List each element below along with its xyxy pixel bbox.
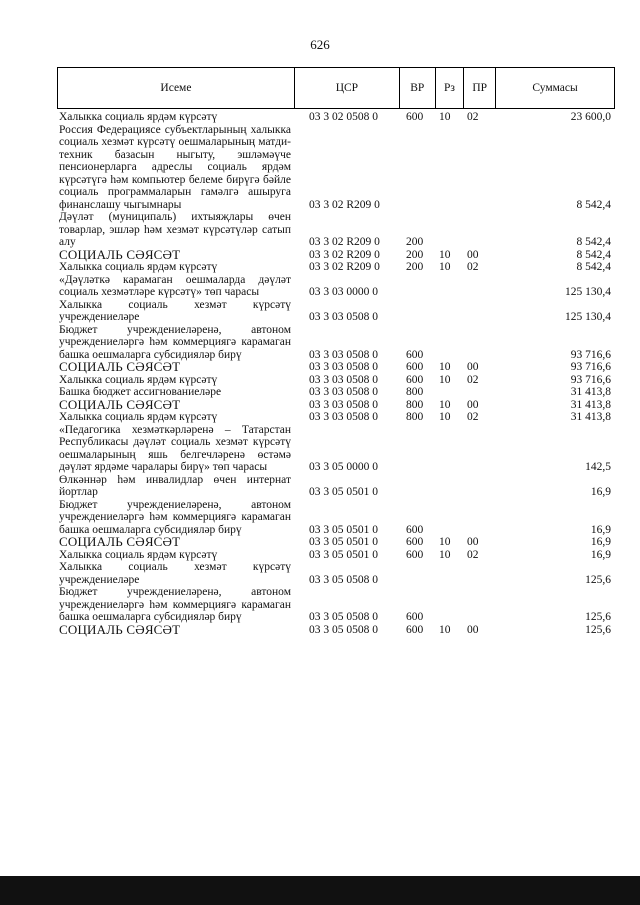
row-vr: 200 <box>406 261 424 273</box>
table-row <box>57 246 615 262</box>
table-row <box>57 324 615 362</box>
row-csr: 03 3 05 0508 0 <box>309 611 378 623</box>
row-rz: 10 <box>439 361 451 373</box>
table-row <box>57 396 615 412</box>
row-name: Халыкка социаль хезмәт күрсәтү учреждениеләре <box>59 561 291 586</box>
row-csr: 03 3 03 0508 0 <box>309 373 378 386</box>
row-pr: 00 <box>467 398 479 411</box>
row-csr: 03 3 02 R209 0 <box>309 236 380 248</box>
row-csr: 03 3 05 0508 0 <box>309 573 378 586</box>
row-csr: 03 3 03 0508 0 <box>309 411 378 423</box>
table-row <box>57 374 615 387</box>
row-pr: 00 <box>467 623 479 636</box>
row-sum: 125,6 <box>585 573 611 586</box>
row-pr: 00 <box>467 536 479 548</box>
header-vr: ВР <box>399 68 435 108</box>
row-vr: 600 <box>406 523 424 536</box>
row-csr: 03 3 03 0508 0 <box>309 311 378 323</box>
row-vr: 200 <box>406 248 424 261</box>
header-pr: ПР <box>463 68 495 108</box>
table-row <box>57 361 615 374</box>
row-pr: 02 <box>467 411 479 423</box>
row-name: Россия Федерациясе субъектларының халыкка социаль хезмәт күрсәтү оешмаларының матди-техник базасын ныгыту, эшләмәүче пенсионерларга адреслы социаль ярдәм күрсәтүгә һәм компьютер белеме бирүгә бәйле социаль программаларын гамәлгә ашыруга финанслашу чыгымнары <box>59 123 291 211</box>
row-pr: 02 <box>467 373 479 386</box>
header-name: Исеме <box>160 82 192 94</box>
row-csr: 03 3 05 0508 0 <box>309 623 378 636</box>
row-sum: 16,9 <box>590 548 611 561</box>
row-csr: 03 3 02 R209 0 <box>309 248 380 261</box>
row-name: Халыкка социаль ярдәм күрсәтү <box>59 373 218 386</box>
table-row <box>57 411 615 424</box>
row-rz: 10 <box>439 548 451 561</box>
row-sum: 125 130,4 <box>565 286 611 298</box>
row-name: СОЦИАЛЬ СӘЯСӘТ <box>59 534 181 549</box>
row-vr: 600 <box>406 348 424 361</box>
table-row <box>57 499 615 537</box>
table-row <box>57 621 615 637</box>
row-rz: 10 <box>439 111 451 123</box>
table-row <box>57 261 615 274</box>
row-vr: 800 <box>406 386 424 398</box>
row-csr: 03 3 03 0508 0 <box>309 361 378 373</box>
row-vr: 600 <box>406 361 424 373</box>
header-sum: Суммасы <box>495 68 614 108</box>
row-csr: 03 3 05 0501 0 <box>309 486 378 498</box>
row-sum: 16,9 <box>590 536 611 548</box>
table-row <box>57 474 615 499</box>
table-row <box>57 274 615 299</box>
row-vr: 600 <box>406 623 424 636</box>
table-row <box>57 536 615 549</box>
row-name: Бюджет учреждениеләренә, автоном учреждениеләргә һәм коммерциягә карамаган башка оешмаларга субсидияләр бирү <box>59 498 291 536</box>
row-name: Башка бюджет ассигнованиеләре <box>59 386 222 398</box>
row-sum: 125,6 <box>585 623 611 636</box>
row-sum: 93 716,6 <box>570 348 611 361</box>
row-rz: 10 <box>439 373 451 386</box>
row-csr: 03 3 05 0501 0 <box>309 548 378 561</box>
row-sum: 93 716,6 <box>570 373 611 386</box>
row-sum: 8 542,4 <box>576 198 611 211</box>
row-sum: 142,5 <box>585 461 611 473</box>
table-row <box>57 561 615 586</box>
row-csr: 03 3 02 0508 0 <box>309 111 378 123</box>
scan-border <box>0 876 640 905</box>
row-sum: 8 542,4 <box>576 248 611 261</box>
row-csr: 03 3 03 0508 0 <box>309 348 378 361</box>
row-rz: 10 <box>439 248 451 261</box>
row-pr: 02 <box>467 548 479 561</box>
row-sum: 16,9 <box>590 523 611 536</box>
row-csr: 03 3 02 R209 0 <box>309 261 380 273</box>
row-csr: 03 3 02 R209 0 <box>309 198 380 211</box>
row-name: СОЦИАЛЬ СӘЯСӘТ <box>59 246 181 262</box>
table-row <box>57 549 615 562</box>
row-rz: 10 <box>439 261 451 273</box>
row-name: Өлкәннәр һәм инвалидлар өчен интернат йортлар <box>59 473 291 498</box>
row-rz: 10 <box>439 411 451 423</box>
row-csr: 03 3 03 0508 0 <box>309 386 378 398</box>
row-name: Бюджет учреждениеләренә, автоном учреждениеләргә һәм коммерциягә карамаган башка оешмаларга субсидияләр бирү <box>59 323 291 361</box>
row-csr: 03 3 05 0000 0 <box>309 461 378 473</box>
row-name: Халыкка социаль ярдәм күрсәтү <box>59 548 218 561</box>
row-name: «Педагогика хезмәткәрләренә – Татарстан Республикасы дәүләт социаль хезмәт күрсәтү оешмаларының яшь белгечләренә өстәмә дәүләт ярдәме чаралары бирү» төп чарасы <box>59 423 291 473</box>
row-name: СОЦИАЛЬ СӘЯСӘТ <box>59 621 181 637</box>
row-sum: 31 413,8 <box>570 411 611 423</box>
table-row <box>57 424 615 474</box>
row-pr: 02 <box>467 261 479 273</box>
row-sum: 16,9 <box>590 486 611 498</box>
row-pr: 00 <box>467 248 479 261</box>
budget-table <box>57 67 615 636</box>
row-vr: 600 <box>406 536 424 548</box>
row-name: СОЦИАЛЬ СӘЯСӘТ <box>59 396 181 412</box>
table-row <box>57 211 615 249</box>
page-number: 626 <box>310 37 330 52</box>
row-vr: 800 <box>406 398 424 411</box>
row-vr: 600 <box>406 111 424 123</box>
row-csr: 03 3 03 0508 0 <box>309 398 378 411</box>
row-sum: 93 716,6 <box>570 361 611 373</box>
row-pr: 02 <box>467 111 479 123</box>
row-name: «Дәүләткә карамаган оешмаларда дәүләт социаль хезмәтләре күрсәтү» төп чарасы <box>59 273 291 298</box>
row-name: Халыкка социаль ярдәм күрсәтү <box>59 411 218 423</box>
row-rz: 10 <box>439 398 451 411</box>
table-body <box>57 111 615 636</box>
row-pr: 00 <box>467 361 479 373</box>
header-csr: ЦСР <box>294 68 399 108</box>
row-rz: 10 <box>439 623 451 636</box>
table-row <box>57 124 615 212</box>
row-name: Бюджет учреждениеләренә, автоном учреждениеләргә һәм коммерциягә карамаган башка оешмаларга субсидияләр бирү <box>59 586 291 623</box>
row-name: Дәүләт (муниципаль) ихтыяҗлары өчен товарлар, эшләр һәм хезмәт күрсәтүләр сатып алу <box>59 211 291 248</box>
row-name: Халыкка социаль ярдәм күрсәтү <box>59 261 218 273</box>
row-sum: 31 413,8 <box>570 398 611 411</box>
row-name: СОЦИАЛЬ СӘЯСӘТ <box>59 359 181 374</box>
row-csr: 03 3 05 0501 0 <box>309 523 378 536</box>
row-vr: 600 <box>406 611 424 623</box>
row-sum: 125,6 <box>585 611 611 623</box>
row-vr: 600 <box>406 548 424 561</box>
row-name: Халыкка социаль ярдәм күрсәтү <box>59 111 218 123</box>
row-sum: 125 130,4 <box>565 311 611 323</box>
row-sum: 31 413,8 <box>570 386 611 398</box>
table-header <box>57 67 615 109</box>
table-row <box>57 299 615 324</box>
row-csr: 03 3 05 0501 0 <box>309 536 378 548</box>
table-row <box>57 586 615 624</box>
table-row <box>57 111 615 124</box>
row-sum: 8 542,4 <box>576 261 611 273</box>
row-vr: 600 <box>406 373 424 386</box>
row-csr: 03 3 03 0000 0 <box>309 286 378 298</box>
row-vr: 800 <box>406 411 424 423</box>
row-name: Халыкка социаль хезмәт күрсәтү учреждениеләре <box>59 298 291 323</box>
row-rz: 10 <box>439 536 451 548</box>
row-vr: 200 <box>406 236 424 248</box>
row-sum: 23 600,0 <box>570 111 611 123</box>
header-rz: Рз <box>435 68 464 108</box>
row-sum: 8 542,4 <box>576 236 611 248</box>
